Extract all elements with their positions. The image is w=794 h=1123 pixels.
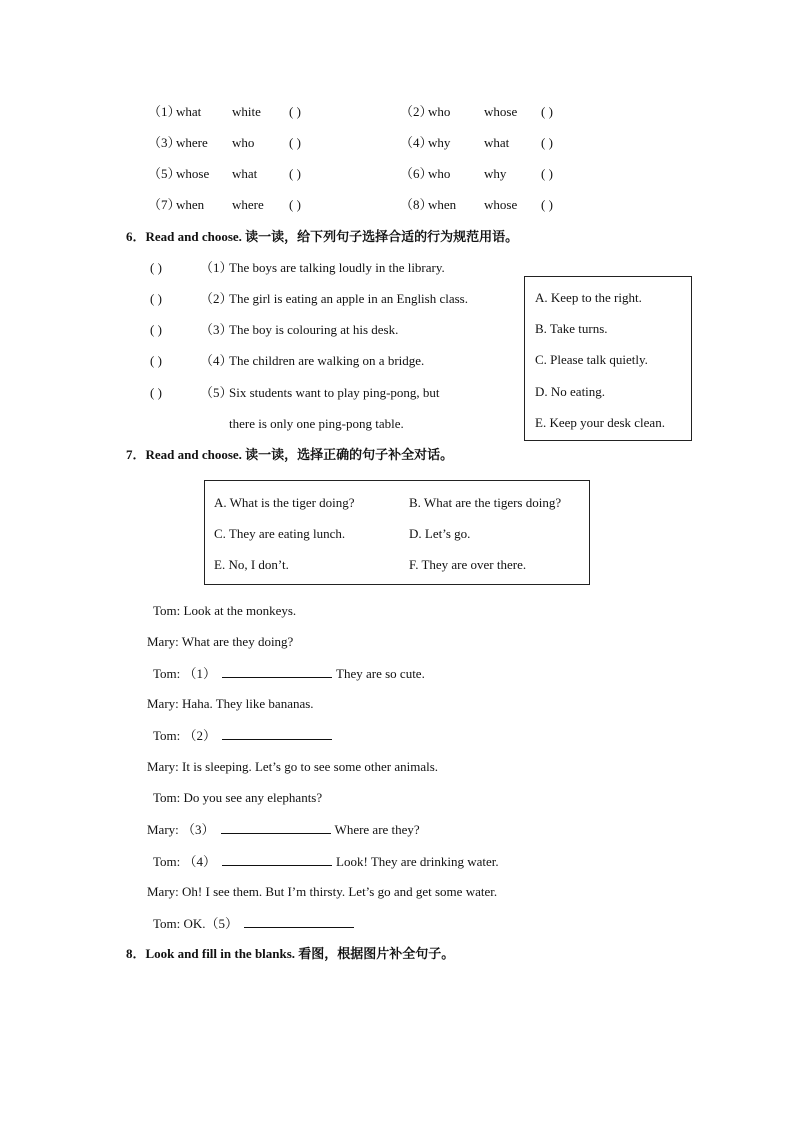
item-number: （2） bbox=[200, 291, 233, 306]
word-a: why bbox=[428, 135, 451, 150]
speaker: Mary: bbox=[147, 884, 179, 899]
line-text: Look! They are drinking water. bbox=[336, 854, 499, 869]
item-number: （6） bbox=[400, 166, 433, 181]
line-text: Haha. They like bananas. bbox=[182, 696, 314, 711]
word-b: white bbox=[232, 104, 261, 119]
answer-paren[interactable]: ( ) bbox=[541, 104, 553, 119]
speaker: Tom: bbox=[153, 854, 181, 869]
answer-paren[interactable]: ( ) bbox=[150, 322, 162, 337]
word-b: whose bbox=[484, 104, 518, 119]
line-text: Where are they? bbox=[334, 822, 420, 837]
word-a: what bbox=[176, 104, 202, 119]
option-a: A. What is the tiger doing? bbox=[214, 495, 355, 510]
word-a: who bbox=[428, 166, 451, 181]
option-b: B. What are the tigers doing? bbox=[409, 495, 562, 510]
item-number: （2） bbox=[400, 104, 433, 119]
dialogue-line bbox=[147, 884, 497, 900]
answer-paren[interactable]: ( ) bbox=[289, 104, 301, 119]
option-e: E. Keep your desk clean. bbox=[535, 415, 665, 430]
sentence: The children are walking on a bridge. bbox=[229, 353, 425, 368]
speaker: Tom: bbox=[153, 603, 181, 618]
item-number: （5） bbox=[200, 385, 233, 400]
question-6-title: 6．Read and choose. 读一读，给下列句子选择合适的行为规范用语。 bbox=[126, 229, 519, 244]
dialogue-line bbox=[147, 696, 314, 712]
line-text: It is sleeping. Let’s go to see some other animals. bbox=[182, 759, 439, 774]
line-text: What are they doing? bbox=[181, 634, 294, 649]
sentence: The boy is colouring at his desk. bbox=[229, 322, 399, 337]
item-number: （1） bbox=[200, 260, 233, 275]
dialogue-line bbox=[153, 790, 322, 806]
dialogue-line bbox=[147, 821, 420, 838]
answer-blank[interactable] bbox=[221, 821, 331, 834]
option-f: F. They are over there. bbox=[409, 557, 527, 572]
blank-number: （3） bbox=[182, 822, 215, 837]
line-text: Do you see any elephants? bbox=[183, 790, 323, 805]
dialogue-line bbox=[147, 634, 293, 650]
option-a: A. Keep to the right. bbox=[535, 290, 642, 305]
item-number: （4） bbox=[400, 135, 433, 150]
sentence: The boys are talking loudly in the library. bbox=[229, 260, 445, 275]
answer-paren[interactable]: ( ) bbox=[289, 166, 301, 181]
word-a: where bbox=[176, 135, 208, 150]
dialogue-line bbox=[153, 915, 358, 932]
q7-options-box bbox=[204, 480, 590, 585]
option-d: D. Let’s go. bbox=[409, 526, 471, 541]
speaker: Mary: bbox=[147, 696, 179, 711]
blank-number: （4） bbox=[183, 854, 217, 869]
dialogue-line bbox=[153, 603, 296, 619]
dialogue-line bbox=[153, 853, 499, 870]
answer-paren[interactable]: ( ) bbox=[289, 197, 301, 212]
blank-number: （2） bbox=[183, 728, 217, 743]
answer-blank[interactable] bbox=[222, 665, 332, 678]
answer-paren[interactable]: ( ) bbox=[541, 197, 553, 212]
option-c: C. Please talk quietly. bbox=[535, 352, 648, 367]
speaker: Tom: bbox=[153, 790, 181, 805]
answer-paren[interactable]: ( ) bbox=[541, 135, 553, 150]
item-number: （4） bbox=[200, 353, 233, 368]
word-b: what bbox=[232, 166, 258, 181]
speaker: Tom: bbox=[153, 728, 181, 743]
speaker: Tom: bbox=[153, 666, 181, 681]
item-number: （5） bbox=[148, 166, 181, 181]
blank-number: （1） bbox=[183, 666, 217, 681]
item-number: （3） bbox=[200, 322, 233, 337]
word-a: who bbox=[428, 104, 451, 119]
word-b: who bbox=[232, 135, 255, 150]
line-text: Oh! I see them. But I’m thirsty. Let’s go and get some water. bbox=[182, 884, 498, 899]
speaker: Tom: bbox=[153, 916, 181, 931]
answer-paren[interactable]: ( ) bbox=[150, 291, 162, 306]
word-b: whose bbox=[484, 197, 518, 212]
blank-number: OK.（5） bbox=[183, 916, 239, 931]
line-text: They are so cute. bbox=[336, 666, 425, 681]
item-number: （7） bbox=[148, 197, 181, 212]
answer-blank[interactable] bbox=[222, 853, 332, 866]
option-c: C. They are eating lunch. bbox=[214, 526, 346, 541]
answer-paren[interactable]: ( ) bbox=[150, 260, 162, 275]
answer-paren[interactable]: ( ) bbox=[541, 166, 553, 181]
answer-paren[interactable]: ( ) bbox=[150, 353, 162, 368]
option-d: D. No eating. bbox=[535, 384, 606, 399]
item-number: （3） bbox=[148, 135, 181, 150]
speaker: Mary: bbox=[147, 822, 179, 837]
dialogue-line bbox=[153, 665, 425, 682]
word-b: why bbox=[484, 166, 507, 181]
line-text: Look at the monkeys. bbox=[183, 603, 297, 618]
sentence: The girl is eating an apple in an English class. bbox=[229, 291, 468, 306]
word-b: where bbox=[232, 197, 264, 212]
question-7-title: 7．Read and choose. 读一读，选择正确的句子补全对话。 bbox=[126, 447, 454, 462]
speaker: Mary: bbox=[147, 759, 179, 774]
option-b: B. Take turns. bbox=[535, 321, 608, 336]
answer-paren[interactable]: ( ) bbox=[150, 385, 162, 400]
question-8-title: 8．Look and fill in the blanks. 看图，根据图片补全句子。 bbox=[126, 946, 455, 961]
option-e: E. No, I don’t. bbox=[214, 557, 289, 572]
sentence-continued: there is only one ping-pong table. bbox=[229, 416, 404, 431]
answer-paren[interactable]: ( ) bbox=[289, 135, 301, 150]
word-a: when bbox=[176, 197, 205, 212]
q6-options-box bbox=[524, 276, 692, 441]
speaker: Mary: bbox=[147, 634, 179, 649]
dialogue-line bbox=[147, 759, 438, 775]
answer-blank[interactable] bbox=[244, 915, 354, 928]
answer-blank[interactable] bbox=[222, 727, 332, 740]
word-a: whose bbox=[176, 166, 210, 181]
sentence: Six students want to play ping-pong, but bbox=[229, 385, 440, 400]
word-b: what bbox=[484, 135, 510, 150]
item-number: （8） bbox=[400, 197, 433, 212]
word-a: when bbox=[428, 197, 457, 212]
dialogue-line bbox=[153, 727, 336, 744]
item-number: （1） bbox=[148, 104, 181, 119]
